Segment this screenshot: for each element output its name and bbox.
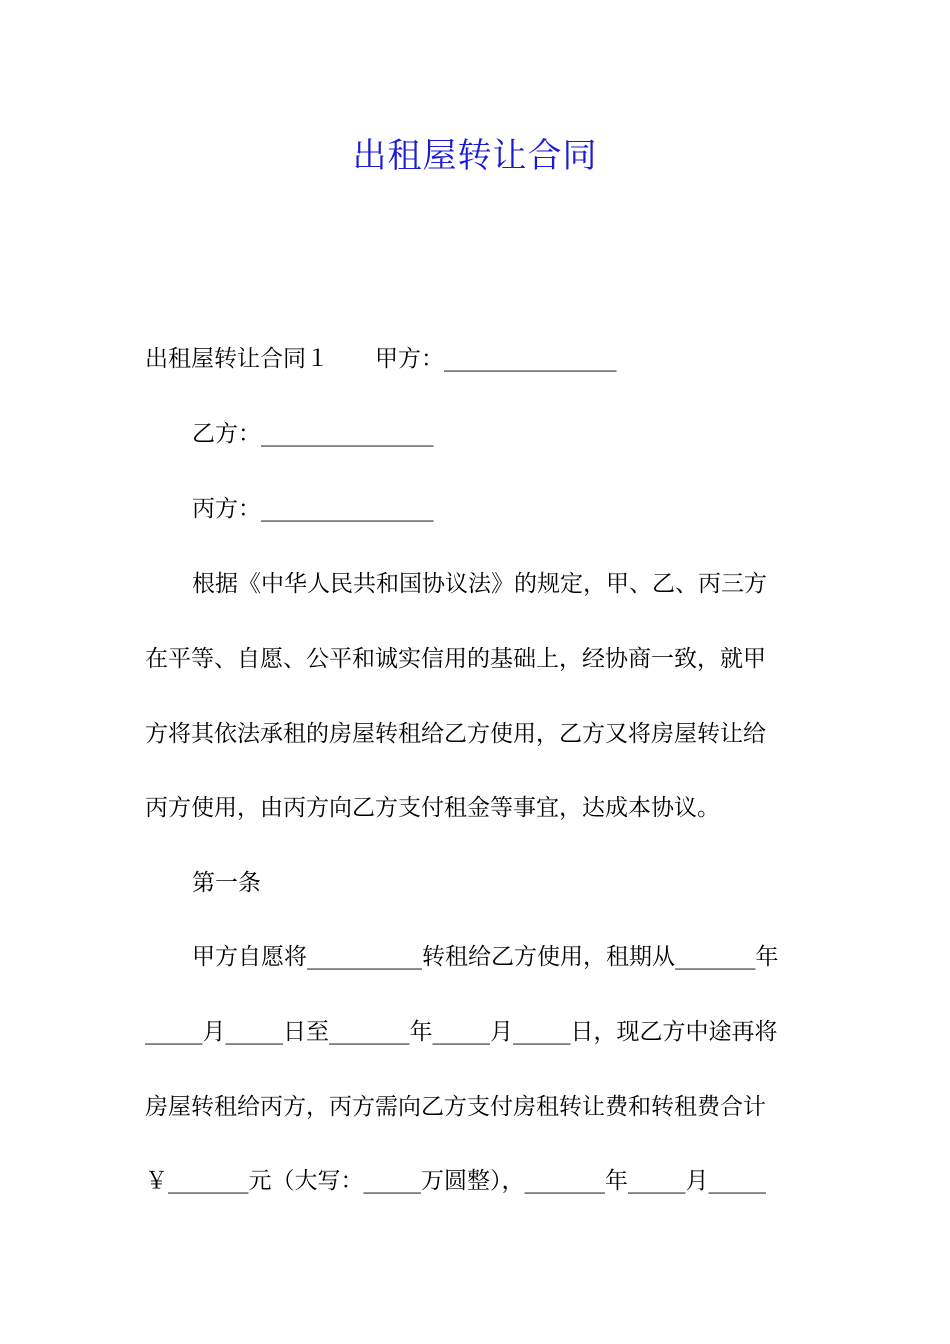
body-text-line: ￥_______元（大写：_____万圆整），_______年_____月_____ bbox=[145, 1168, 766, 1194]
heading-party-a-line: 出租屋转让合同１ 甲方：_______________ bbox=[145, 346, 617, 372]
document-title: 出租屋转让合同 bbox=[352, 136, 598, 176]
body-text-line: 甲方自愿将__________转租给乙方使用，租期从_______年 bbox=[192, 944, 779, 970]
body-text-line: _____月_____日至_______年_____月_____日，现乙方中途再将 bbox=[145, 1019, 778, 1045]
party-b-line: 乙方：_______________ bbox=[192, 421, 434, 447]
body-text-line: 房屋转租给丙方，丙方需向乙方支付房租转让费和转租费合计 bbox=[145, 1094, 766, 1120]
body-text-line: 根据《中华人民共和国协议法》的规定，甲、乙、丙三方 bbox=[192, 571, 767, 597]
body-text-line: 方将其依法承租的房屋转租给乙方使用，乙方又将房屋转让给 bbox=[145, 721, 766, 747]
body-text-line: 在平等、自愿、公平和诚实信用的基础上，经协商一致，就甲 bbox=[145, 646, 766, 672]
party-c-line: 丙方：_______________ bbox=[192, 496, 434, 522]
body-text-line: 丙方使用，由丙方向乙方支付租金等事宜，达成本协议。 bbox=[145, 795, 720, 821]
article-one-heading: 第一条 bbox=[192, 870, 261, 896]
